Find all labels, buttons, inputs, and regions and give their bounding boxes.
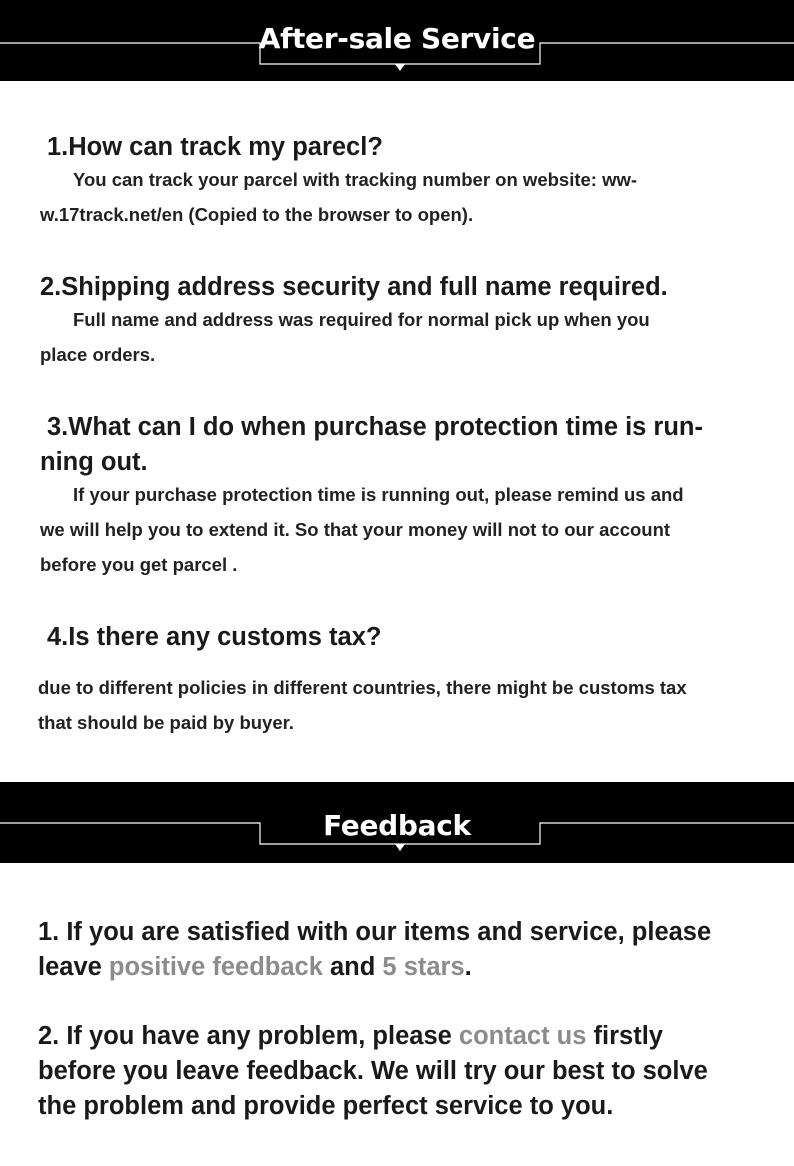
question-1-title: 1.How can track my parecl?	[47, 133, 383, 161]
feedback-item-2-suffix: firstly	[586, 1022, 663, 1050]
question-3-body-line-1: If your purchase protection time is running out, please remind us and	[73, 484, 684, 505]
feedback-item-1-leave: leave	[38, 953, 109, 981]
feedback-item-2-line-2: before you leave feedback. We will try our best to solve	[38, 1057, 708, 1085]
question-1-body-line-1: You can track your parcel with tracking number on website: ww-	[73, 169, 638, 190]
five-stars-highlight: 5 stars	[382, 953, 465, 981]
feedback-item-2-prefix: 2. If you have any problem, please	[38, 1022, 459, 1050]
feedback-item-1-period: .	[464, 953, 472, 981]
feedback-item-1-line-1: 1. If you are satisfied with our items and service, please	[38, 918, 712, 946]
positive-feedback-highlight: positive feedback	[108, 953, 323, 981]
feedback-item-1-line-2	[38, 950, 472, 985]
question-4-title: 4.Is there any customs tax?	[47, 623, 382, 651]
feedback-title: Feedback	[323, 809, 471, 842]
feedback-item-1-and: and	[322, 953, 383, 981]
question-4-body-line-2: that should be paid by buyer.	[38, 712, 294, 733]
contact-us-highlight: contact us	[458, 1022, 587, 1050]
question-2-body-line-2: place orders.	[40, 344, 156, 365]
feedback-item-2-line-3: the problem and provide perfect service to you.	[38, 1092, 614, 1120]
question-2-body-line-1: Full name and address was required for normal pick up when you	[73, 309, 650, 330]
after-sale-title: After-sale Service	[258, 22, 536, 55]
after-sale-banner	[0, 0, 794, 81]
feedback-banner	[0, 782, 794, 863]
question-3-title-line-2: ning out.	[40, 448, 148, 476]
question-1-body-line-2: w.17track.net/en (Copied to the browser to open).	[40, 204, 474, 225]
question-3-body-line-3: before you get parcel .	[40, 554, 238, 575]
question-4-body-line-1: due to different policies in different countries, there might be customs tax	[38, 677, 687, 698]
question-3-body-line-2: we will help you to extend it. So that your money will not to our account	[40, 519, 671, 540]
question-2-title: 2.Shipping address security and full name required.	[40, 273, 668, 301]
question-3-title-line-1: 3.What can I do when purchase protection time is run-	[47, 413, 704, 441]
feedback-item-2-line-1	[38, 1019, 663, 1054]
